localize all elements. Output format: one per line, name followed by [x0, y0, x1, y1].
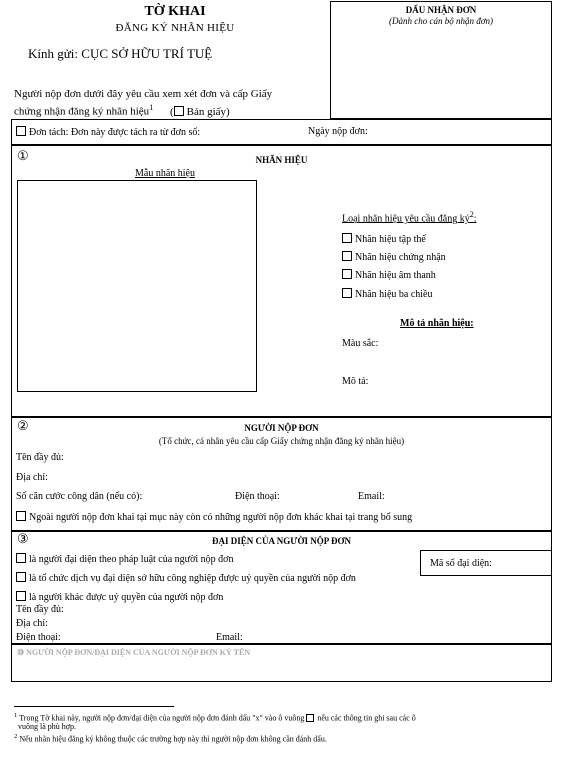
section-3-number: ③ [17, 531, 29, 546]
checkbox [342, 288, 352, 298]
description-label: Mô tả: [342, 376, 369, 387]
rep-option-ip-agency[interactable]: là tổ chức dịch vụ đại diện sở hữu công nghiệp được uỷ quyền của người nộp đơn [16, 572, 356, 584]
footnote-ref-2: 2 [469, 210, 474, 219]
form-subtitle: ĐĂNG KÝ NHÃN HIỆU [115, 22, 235, 34]
checkbox [342, 233, 352, 243]
section-2-subtitle: (Tổ chức, cá nhân yêu cầu cấp Giấy chứng nhận đăng ký nhãn hiệu) [158, 436, 405, 446]
type-option-sound[interactable]: Nhãn hiệu âm thanh [342, 269, 436, 281]
description-title: Mô tả nhãn hiệu: [400, 318, 474, 329]
rep-option-legal[interactable]: là người đại diện theo pháp luật của người nộp đơn [16, 553, 233, 565]
type-option-collective[interactable]: Nhãn hiệu tập thể [342, 233, 426, 245]
footnote-1-line-1: $^1$ Trong Tờ khai này, người nộp đơn/đại diện của người nộp đơn đánh dấu "x" vào ô vuông nếu các thông tin ghi sau các ô [14, 712, 416, 723]
paper-open-paren: ( [169, 105, 174, 118]
filing-date-label: Ngày nộp đơn: [308, 126, 368, 137]
footnote-1-line-2: vuông là phù hợp. [18, 722, 77, 731]
form-title: TỜ KHAI [144, 4, 206, 19]
section-1-number: ① [17, 148, 29, 163]
request-line-2 [14, 103, 230, 118]
footnote-separator [14, 706, 174, 707]
sample-label: Mẫu nhãn hiệu [135, 168, 195, 179]
other-applicants-option[interactable]: Ngoài người nộp đơn khai tại mục này còn có những người nộp đơn khác khai tại trang bổ sung [16, 511, 412, 523]
split-checkbox[interactable] [16, 126, 26, 136]
applicant-id-label: Số căn cước công dân (nếu có): [16, 491, 143, 502]
rep-email-label: Email: [216, 632, 243, 643]
color-label: Màu sắc: [342, 338, 379, 349]
stamp-box-title: DẤU NHẬN ĐƠN [405, 5, 477, 15]
type-label: Loại nhãn hiệu yêu cầu đăng $ký^2$: [342, 210, 477, 225]
checkbox [16, 511, 26, 521]
rep-option-other[interactable]: là người khác được uỷ quyền của người nộp đơn [16, 591, 223, 603]
split-label: Đơn tách: Đơn này được tách ra từ đơn số: [16, 126, 200, 138]
footnote-2: $^2$ Nếu nhãn hiệu đăng ký không thuộc các trường hợp này thì người nộp đơn không cần đánh dấu. [14, 733, 327, 744]
section-representative [11, 531, 552, 644]
checkbox [16, 591, 26, 601]
section-1-title: NHÃN HIỆU [255, 155, 308, 165]
applicant-phone-label: Điện thoại: [235, 491, 280, 502]
checkbox [342, 269, 352, 279]
footnote-ref-1: 1 [149, 103, 154, 112]
section-2-title: NGƯỜI NỘP ĐƠN [244, 423, 319, 433]
type-option-certification[interactable]: Nhãn hiệu chứng nhận [342, 251, 446, 263]
rep-phone-label: Điện thoại: [16, 632, 61, 643]
checkbox [16, 553, 26, 563]
request-line-1: Người nộp đơn dưới đây yêu cầu xem xét đơn và cấp Giấy [14, 88, 273, 100]
stamp-box-subtitle: (Dành cho cán bộ nhận đơn) [388, 16, 494, 26]
checkbox [16, 572, 26, 582]
paper-option-label: Bản giấy) [186, 105, 230, 118]
section-2-number: ② [17, 418, 29, 433]
section-3-title: ĐẠI DIỆN CỦA NGƯỜI NỘP ĐƠN [212, 536, 351, 546]
sample-image-box[interactable] [17, 180, 257, 392]
type-option-3d[interactable]: Nhãn hiệu ba chiều [342, 288, 432, 300]
rep-code-label: Mã số đại diện: [430, 558, 492, 569]
paper-checkbox[interactable] [174, 106, 184, 116]
rep-address-label: Địa chỉ: [16, 618, 48, 629]
rep-name-label: Tên đầy đủ: [16, 604, 64, 615]
applicant-name-label: Tên đầy đủ: [16, 452, 64, 463]
request-text: chứng nhận đăng ký nhãn hiệu [14, 105, 150, 118]
applicant-email-label: Email: [358, 491, 385, 502]
checkbox [342, 251, 352, 261]
signature-title: ⑩ NGƯỜI NỘP ĐƠN/ĐẠI DIỆN CỦA NGƯỜI NỘP ĐƠN KÝ TÊN [17, 648, 251, 657]
checkbox-example-icon [306, 714, 314, 722]
applicant-address-label: Địa chỉ: [16, 472, 48, 483]
recipient: Kính gửi: CỤC SỞ HỮU TRÍ TUỆ [28, 46, 213, 61]
